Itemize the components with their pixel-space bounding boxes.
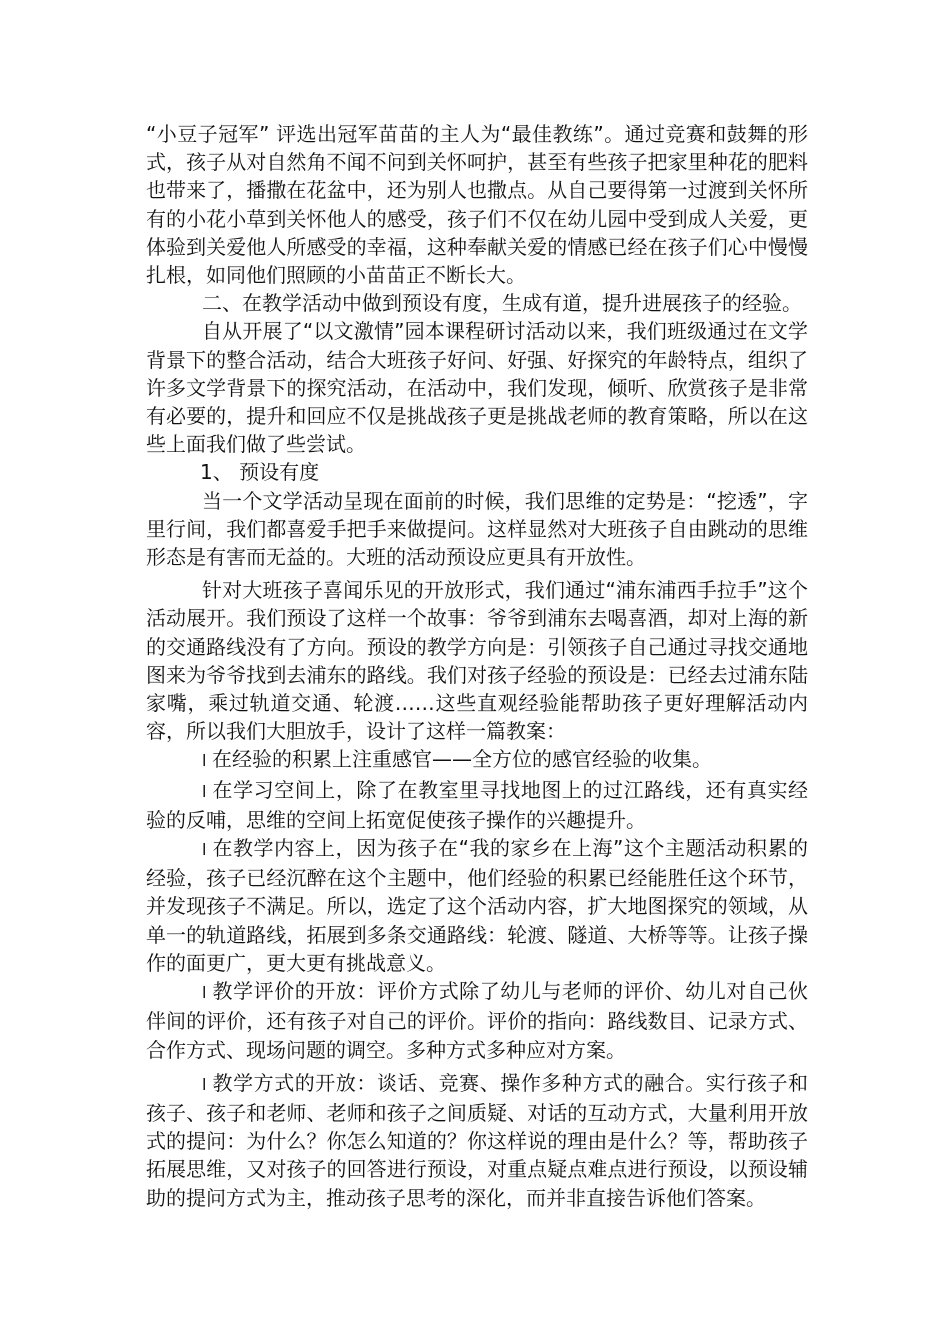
paragraph-literary-activity: 当一个文学活动呈现在面前的时候，我们思维的定势是：“挖透”，字里行间，我们都喜爱手把手来做提问。这样显然对大班孩子自由跳动的思维形态是有害而无益的。大班的活动预设应更具有开放性。 [146, 488, 808, 570]
bullet-text: 在学习空间上，除了在教室里寻找地图上的过江路线，还有真实经验的反哺，思维的空间上拓宽促使孩子操作的兴趣提升。 [146, 777, 808, 832]
bullet-item-sensory-experience [146, 745, 808, 775]
bullet-marker: l [202, 983, 207, 1003]
bullet-item-evaluation-openness [146, 977, 808, 1064]
paragraph-competition-summary: “小豆子冠军” 评选出冠军苗苗的主人为“最佳教练”。通过竞赛和鼓舞的形式，孩子从对自然角不闻不问到关怀呵护，甚至有些孩子把家里种花的肥料也带来了，播撒在花盆中，还为别人也撒点。从自己要得第一过渡到关怀所有的小花小草到关怀他人的感受，孩子们不仅在幼儿园中受到成人关爱，更体验到关爱他人所感受的幸福，这种奉献关爱的情感已经在孩子们心中慢慢扎根，如同他们照顾的小苗苗正不断长大。 [146, 122, 808, 288]
bullet-marker: l [202, 840, 207, 860]
bullet-marker: l [202, 781, 207, 801]
bullet-marker: l [202, 1074, 207, 1094]
subheading-preset-degree: 1、 预设有度 [200, 460, 320, 485]
document-page [146, 120, 808, 1212]
paragraph-curriculum-research: 自从开展了“以文激情”园本课程研讨活动以来，我们班级通过在文学背景下的整合活动，结合大班孩子好问、好强、好探究的年龄特点，组织了许多文学背景下的探究活动，在活动中，我们发现，倾听、欣赏孩子是非常有必要的，提升和回应不仅是挑战孩子更是挑战老师的教育策略，所以在这些上面我们做了些尝试。 [146, 319, 808, 457]
bullet-marker: l [202, 751, 207, 771]
bullet-item-teaching-methods [146, 1069, 808, 1212]
bullet-item-learning-space [146, 776, 808, 834]
bullet-text: 在经验的积累上注重感官——全方位的感官经验的收集。 [212, 747, 712, 772]
bullet-item-teaching-content [146, 834, 808, 977]
section-heading-teaching-activities: 二、在教学活动中做到预设有度，生成有道，提升进展孩子的经验。 [202, 291, 802, 316]
paragraph-pudong-activity: 针对大班孩子喜闻乐见的开放形式，我们通过“浦东浦西手拉手”这个活动展开。我们预设了这样一个故事：爷爷到浦东去喝喜酒，却对上海的新的交通路线没有了方向。预设的教学方向是：引领孩子自己通过寻找交通地图来为爷爷找到去浦东的路线。我们对孩子经验的预设是：已经去过浦东陆家嘴，乘过轨道交通、轮渡……这些直观经验能帮助孩子更好理解活动内容，所以我们大胆放手，设计了这样一篇教案： [146, 578, 808, 744]
bullet-text: 教学评价的开放：评价方式除了幼儿与老师的评价、幼儿对自己伙伴间的评价，还有孩子对自己的评价。评价的指向：路线数目、记录方式、合作方式、现场问题的调空。多种方式多种应对方案。 [146, 979, 808, 1062]
bullet-text: 教学方式的开放：谈话、竞赛、操作多种方式的融合。实行孩子和孩子、孩子和老师、老师和孩子之间质疑、对话的互动方式，大量利用开放式的提问：为什么？你怎么知道的？你这样说的理由是什么？等，帮助孩子拓展思维，又对孩子的回答进行预设，对重点疑点难点进行预设，以预设辅助的提问方式为主，推动孩子思考的深化，而并非直接告诉他们答案。 [146, 1070, 808, 1210]
bullet-text: 在教学内容上，因为孩子在“我的家乡在上海”这个主题活动积累的经验，孩子已经沉醉在这个主题中，他们经验的积累已经能胜任这个环节，并发现孩子不满足。所以，选定了这个活动内容，扩大地图探究的领域，从单一的轨道路线，拓展到多条交通路线：轮渡、隧道、大桥等等。让孩子操作的面更广，更大更有挑战意义。 [146, 836, 808, 975]
